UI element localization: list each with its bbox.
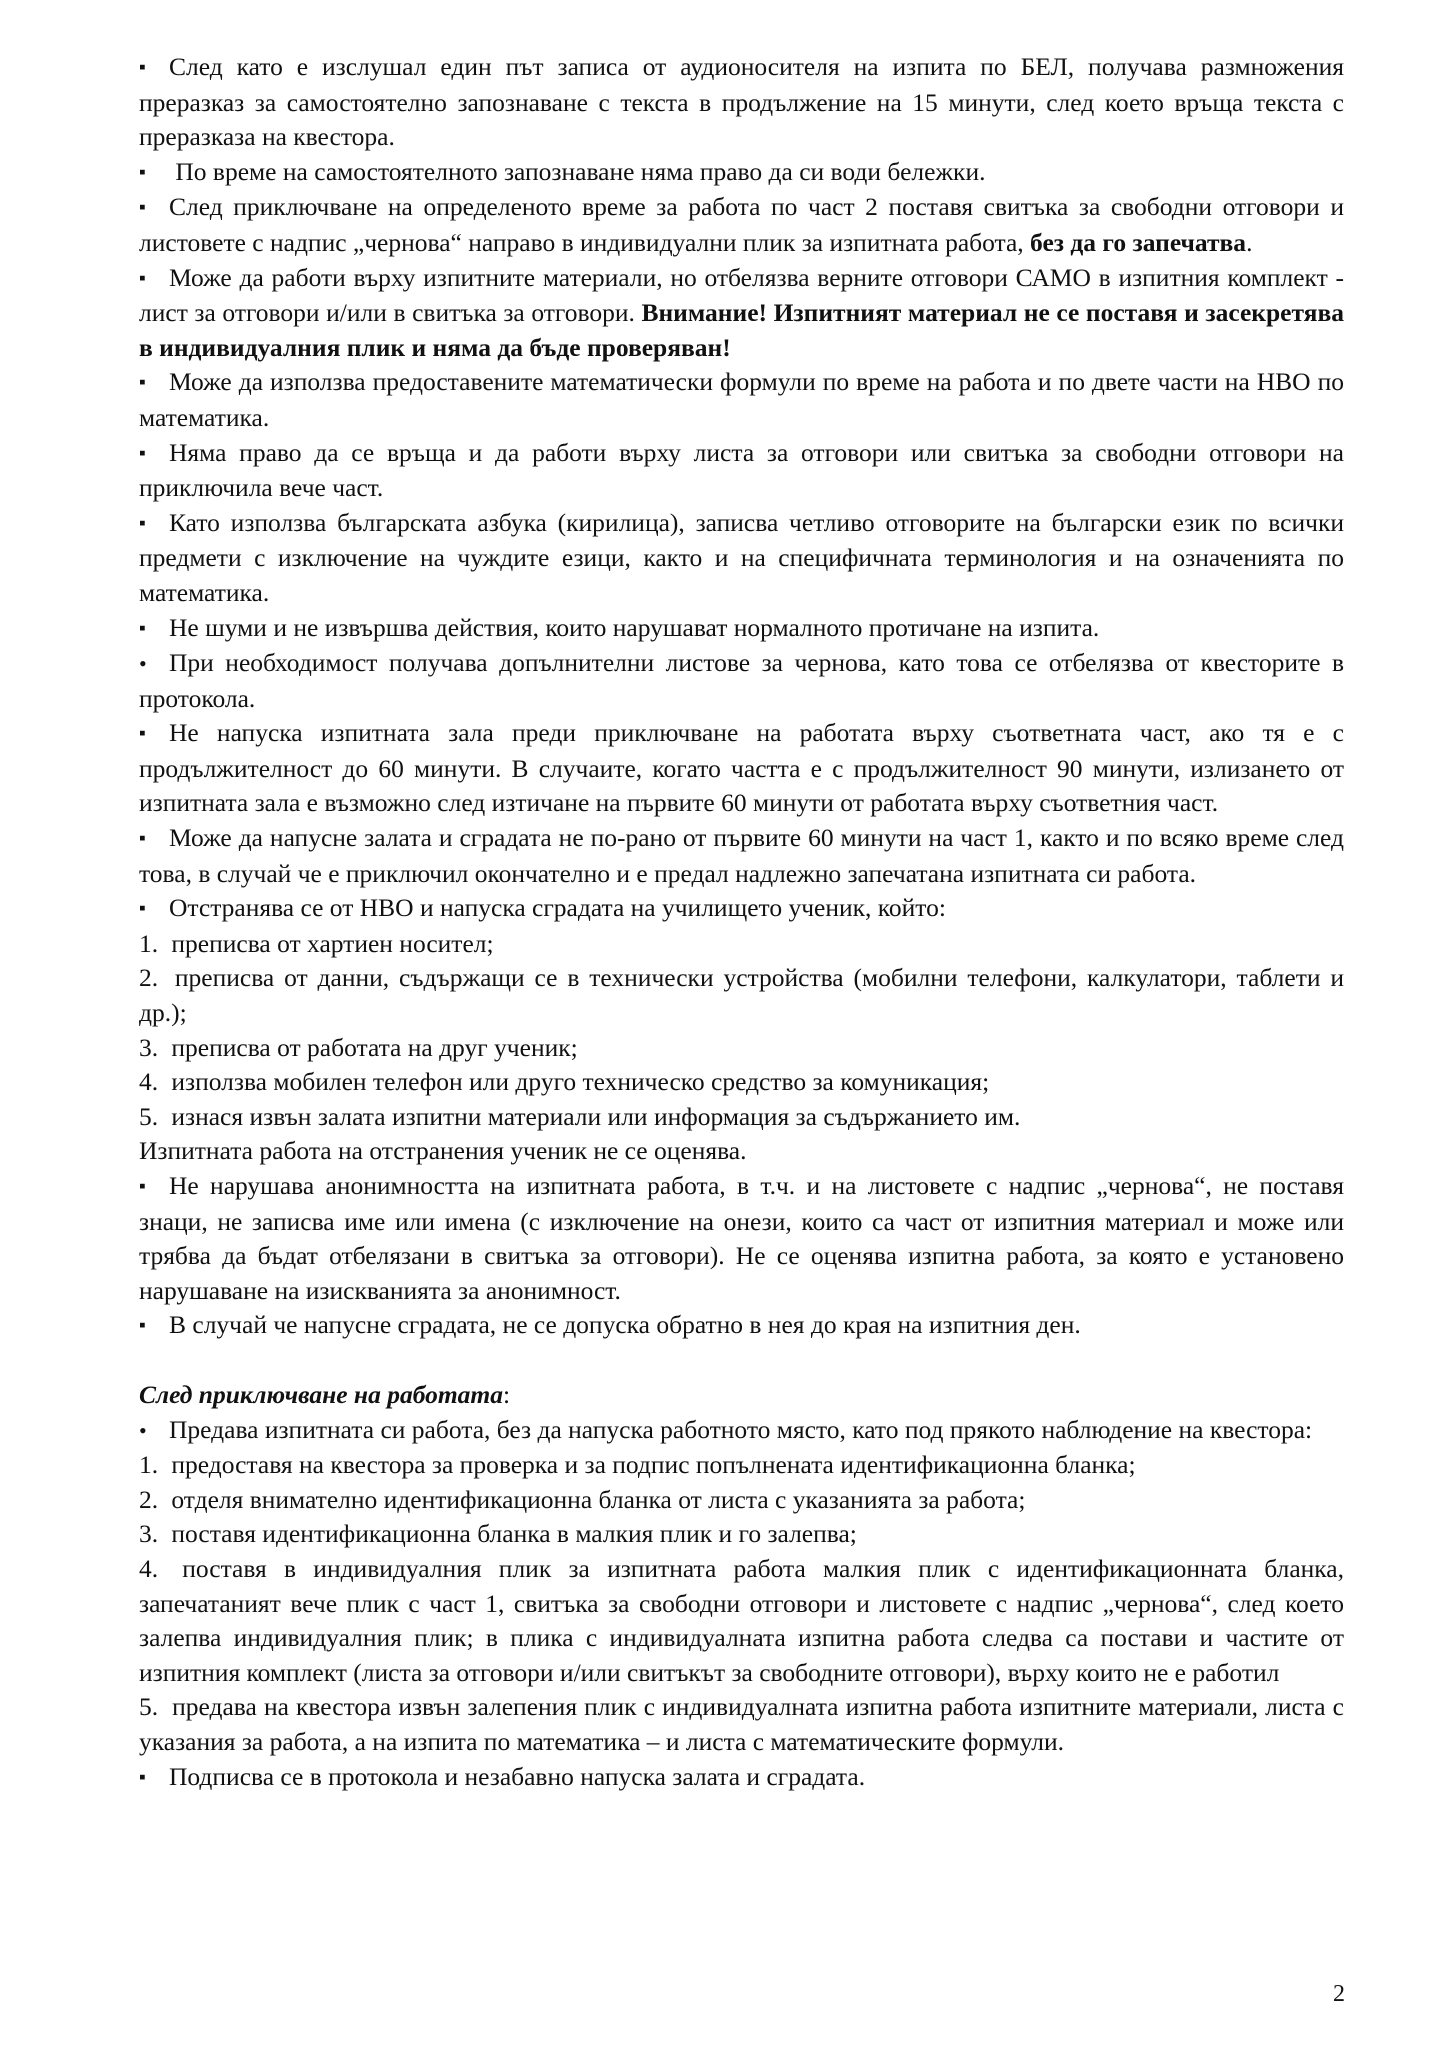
- item-text: Предава изпитната си работа, без да напуска работното място, като под прякото наблюдение на квестора:: [169, 1414, 1313, 1444]
- item-number: 1.: [139, 1450, 159, 1480]
- section-gap: [139, 1344, 1344, 1378]
- item-bold-text: без да го запечатва: [1030, 227, 1247, 257]
- item-text: отделя внимателно идентификационна бланка от листа с указанията за работа;: [171, 1484, 1026, 1514]
- numbered-item: [139, 1100, 1344, 1135]
- bullet-square-icon: ▪: [139, 57, 146, 78]
- bullet-square-icon: ▪: [139, 372, 146, 394]
- item-number: 2.: [139, 1484, 159, 1514]
- list-item: [139, 190, 1344, 260]
- item-text: Може да работи върху изпитните материали, но отбелязва верните отговори САМО в изпитния комплект - лист за отговори и/или в свитъка за отговори.: [139, 262, 1344, 328]
- numbered-item: [139, 1031, 1344, 1066]
- bullet-square-icon: ▪: [139, 267, 146, 289]
- item-text: поставя идентификационна бланка в малкия плик и го залепва;: [171, 1519, 857, 1549]
- item-number: 3.: [139, 1032, 159, 1062]
- item-text: използва мобилен телефон или друго техническо средство за комуникация;: [171, 1067, 990, 1097]
- bullet-square-icon: ▪: [139, 1766, 146, 1788]
- item-number: 1.: [139, 928, 159, 958]
- numbered-item: [139, 961, 1344, 1030]
- bullet-square-icon: ▪: [139, 512, 146, 534]
- item-text: При необходимост получава допълнителни листове за чернова, като това се отбелязва от квесторите в протокола.: [139, 648, 1344, 713]
- list-item: [139, 1760, 1344, 1796]
- numbered-item: [139, 1065, 1344, 1100]
- item-number: 4.: [139, 1553, 159, 1583]
- item-text: Като използва българската азбука (кирилица), записва четливо отговорите на български език по всички предмети с изключение на чуждите езици, както и на специфичната терминология и на означенията по математика.: [139, 507, 1344, 607]
- item-text: преписва от данни, съдържащи се в технически устройства (мобилни телефони, калкулатори, таблети и др.);: [139, 963, 1345, 1028]
- bullet-square-icon: ▪: [139, 898, 146, 920]
- list-item: [139, 716, 1344, 821]
- list-item: [139, 436, 1344, 506]
- item-text: изнася извън залата изпитни материали или информация за съдържанието им.: [171, 1101, 1021, 1131]
- list-item: [139, 506, 1344, 611]
- item-text: Изпитната работа на отстранения ученик не се оценява.: [139, 1136, 747, 1166]
- item-text: След като е изслушал един път записа от аудионосителя на изпита по БЕЛ, получава размножения преразказ за самостоятелно запознаване с текста в продължение на 15 минути, след което връща текста с преразказа на квестора.: [139, 52, 1344, 152]
- list-item: [139, 1134, 1344, 1169]
- bullet-square-icon: ▪: [139, 723, 146, 745]
- item-text: Няма право да се връща и да работи върху листа за отговори или свитъка за свободни отговори на приключила вече част.: [139, 437, 1344, 503]
- list-item: [139, 891, 1344, 927]
- numbered-item: [139, 1448, 1344, 1483]
- item-number: 5.: [139, 1101, 159, 1131]
- item-number: 5.: [139, 1692, 159, 1722]
- item-text: предоставя на квестора за проверка и за подпис попълнената идентификационна бланка;: [171, 1450, 1136, 1480]
- list-item: [139, 1169, 1344, 1308]
- bullet-square-icon: ▪: [139, 828, 146, 850]
- item-number: 3.: [139, 1519, 159, 1549]
- list-item: [139, 821, 1344, 891]
- item-number: 2.: [139, 963, 159, 993]
- bullet-dot-icon: •: [139, 1417, 147, 1443]
- item-text-end: .: [1246, 227, 1253, 257]
- list-item: [139, 261, 1344, 366]
- item-text: По време на самостоятелното запознаване няма право да си води бележки.: [169, 156, 986, 186]
- item-number: 4.: [139, 1067, 159, 1097]
- bullet-square-icon: ▪: [139, 442, 146, 464]
- item-text: Не нарушава анонимността на изпитната работа, в т.ч. и на листовете с надпис „чернова“, не поставя знаци, не записва име или имена (с изключение на онези, които са част от изпитния материал и може или трябва да бъдат отбелязани в свитъка за отговори). Не се оценява изпитна работа, за която е установено нарушаване на изискванията за анонимност.: [139, 1171, 1344, 1305]
- section-heading-text: След приключване на работата: [139, 1379, 504, 1409]
- list-item: [139, 365, 1344, 435]
- bullet-square-icon: ▪: [139, 197, 146, 219]
- numbered-item: [139, 1552, 1344, 1690]
- section-heading: [139, 1378, 1344, 1413]
- bullet-dot-icon: •: [139, 651, 147, 677]
- item-text: Не напуска изпитната зала преди приключване на работата върху съответната част, ако тя е с продължителност до 60 минути. В случаите, когато частта е с продължителност 90 минути, излизането от изпитната зала е възможно след изтичане на първите 60 минути от работата върху съответния част.: [139, 718, 1344, 818]
- item-text: Може да напусне залата и сградата не по-рано от първите 60 минути на част 1, както и по всяко време след това, в случай че е приключил окончателно и е предал надлежно запечатана изпитната си работа.: [139, 823, 1344, 888]
- page-number: 2: [1333, 1981, 1345, 2007]
- list-item: [139, 1308, 1344, 1344]
- numbered-item: [139, 1690, 1344, 1759]
- item-text: предава на квестора извън залепения плик с индивидуалната изпитна работа изпитните материали, листа с указания за работа, а на изпита по математика – и листа с математическите формули.: [139, 1692, 1344, 1756]
- item-text: В случай че напусне сградата, не се допуска обратно в нея до края на изпитния ден.: [169, 1310, 1081, 1340]
- list-item: [139, 50, 1344, 155]
- item-text: поставя в индивидуалния плик за изпитната работа малкия плик с идентификационната бланка, запечатаният вече плик с част 1, свитъка за свободни отговори и листовете с надпис „чернова“, след което залепва индивидуалния плик; в плика с индивидуалната изпитна работа следва са постави и частите от изпитния комплект (листа за отговори и/или свитъкът за свободните отговори), върху които не е работил: [139, 1553, 1344, 1687]
- item-text: преписва от хартиен носител;: [171, 928, 494, 958]
- item-text: Не шуми и не извършва действия, които нарушават нормалното протичане на изпита.: [169, 612, 1100, 642]
- bullet-square-icon: ▪: [139, 1315, 146, 1337]
- numbered-item: [139, 1517, 1344, 1552]
- bullet-square-icon: ▪: [139, 617, 146, 639]
- item-bold-text: Внимание! Изпитният материал не се поставя и засекретява в индивидуалния плик и няма да бъде проверяван!: [139, 298, 1344, 362]
- item-text: След приключване на определеното време за работа по част 2 поставя свитъка за свободни отговори и листовете с надпис „чернова“ направо в индивидуални плик за изпитната работа,: [139, 192, 1344, 257]
- list-item: [139, 1413, 1344, 1449]
- list-item: [139, 646, 1344, 716]
- numbered-item: [139, 927, 1344, 962]
- item-text: Отстранява се от НВО и напуска сградата на училището ученик, който:: [169, 893, 946, 923]
- section-heading-colon: :: [503, 1379, 511, 1409]
- list-item: [139, 155, 1344, 191]
- item-text: преписва от работата на друг ученик;: [171, 1032, 578, 1062]
- bullet-square-icon: ▪: [139, 161, 146, 183]
- list-item: [139, 611, 1344, 647]
- rules-list: [139, 50, 1344, 1344]
- numbered-item: [139, 1483, 1344, 1518]
- after-work-list: [139, 1413, 1344, 1796]
- bullet-square-icon: ▪: [139, 1176, 146, 1197]
- item-text: Може да използва предоставените математически формули по време на работа и по двете части на НВО по математика.: [139, 367, 1344, 432]
- item-text: Подписва се в протокола и незабавно напуска залата и сградата.: [169, 1761, 866, 1791]
